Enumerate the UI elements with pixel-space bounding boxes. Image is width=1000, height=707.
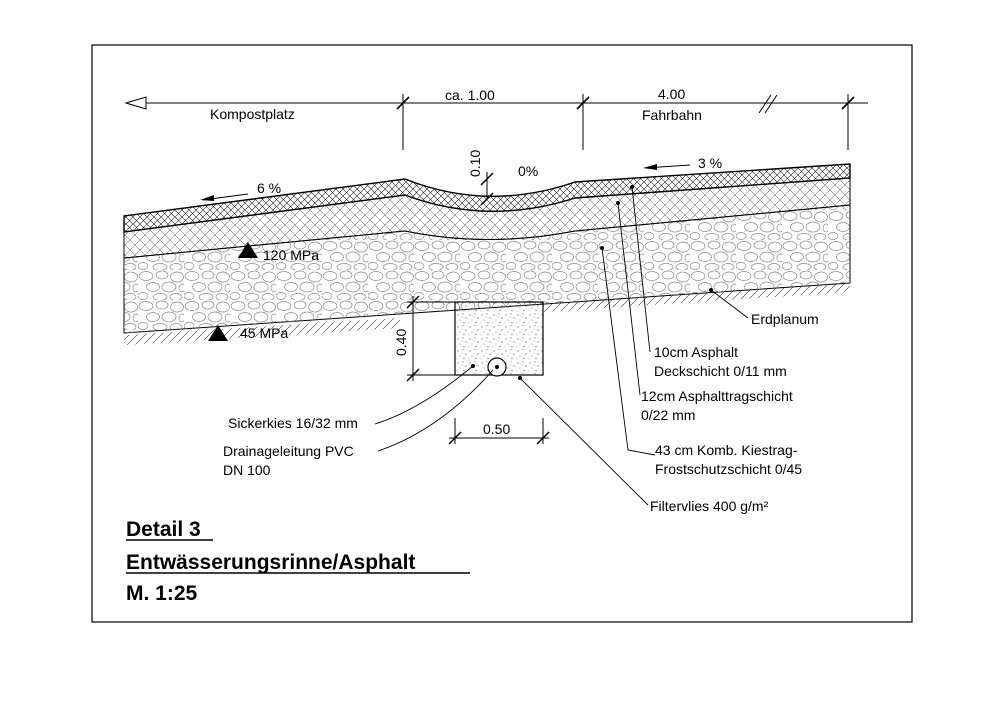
right-slope-label: 3 %: [698, 155, 723, 171]
left-area-label: Kompostplatz: [210, 106, 295, 122]
left-slope-label: 6 %: [257, 180, 282, 196]
fleece-callout: Filtervlies 400 g/m²: [650, 498, 769, 514]
gutter-width-label: ca. 1.00: [445, 87, 495, 103]
trench-width-label: 0.50: [483, 421, 511, 437]
trench-height-label: 0.40: [393, 328, 409, 356]
detail-title: Detail 3: [126, 518, 201, 541]
gravel-layer-callout-1: 43 cm Komb. Kiestrag-: [655, 442, 798, 458]
right-slope-arrow: [643, 164, 690, 170]
gutter-depth-label: 0.10: [467, 149, 483, 177]
title-block: [126, 518, 470, 605]
upper-bearing-label: 120 MPa: [263, 247, 320, 263]
lane-width-label: 4.00: [658, 86, 686, 102]
base-course-callout-1: 12cm Asphalttragschicht: [641, 388, 793, 404]
lane-label: Fahrbahn: [642, 107, 702, 123]
drain-pipe-callout-1: Drainageleitung PVC: [223, 443, 354, 459]
detail-scale: M. 1:25: [126, 582, 198, 605]
base-course-callout-2: 0/22 mm: [641, 407, 696, 423]
detail-subtitle: Entwässerungsrinne/Asphalt: [126, 551, 416, 574]
surface-course-callout-1: 10cm Asphalt: [654, 344, 739, 360]
gutter-slope-label: 0%: [518, 163, 539, 179]
subgrade-callout: Erdplanum: [751, 311, 819, 327]
gravel-fill-callout: Sickerkies 16/32 mm: [228, 415, 358, 431]
lower-bearing-label: 45 MPa: [240, 325, 289, 341]
top-dimension-line: [126, 94, 868, 150]
drain-pipe-callout-2: DN 100: [223, 462, 271, 478]
gravel-layer-callout-2: Frostschutzschicht 0/45: [655, 461, 803, 477]
surface-course-callout-2: Deckschicht 0/11 mm: [654, 363, 787, 379]
